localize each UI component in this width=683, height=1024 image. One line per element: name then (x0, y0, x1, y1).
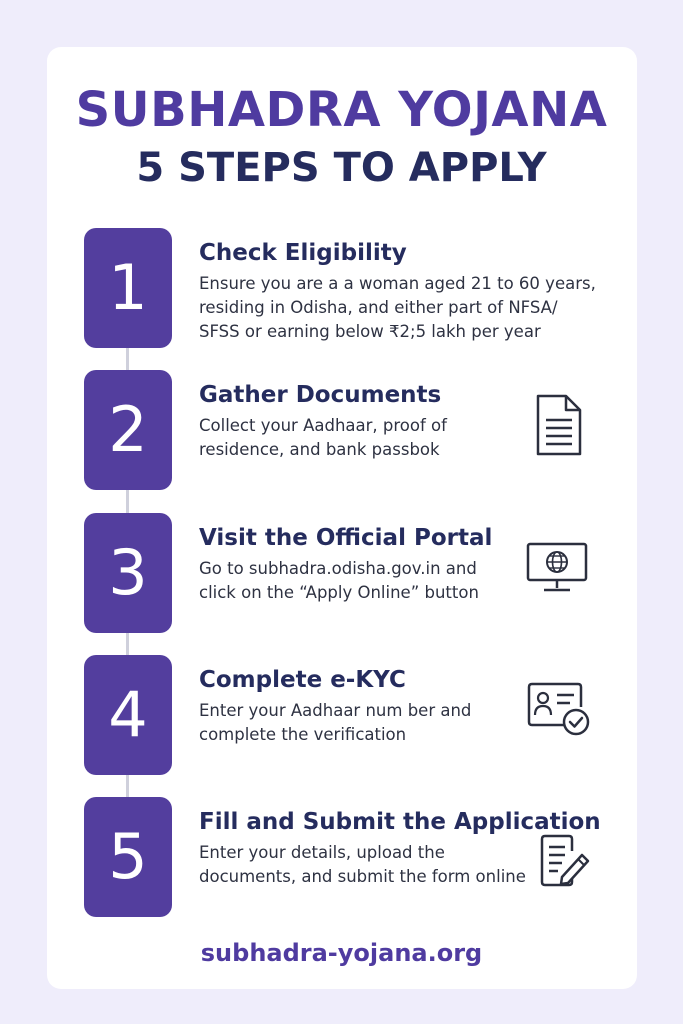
step-number-badge: 3 (84, 513, 172, 633)
step-title: Gather Documents (199, 382, 442, 408)
form-pen-icon (538, 833, 592, 891)
step-4 (0, 655, 683, 775)
step-description (199, 414, 447, 462)
description-line: Ensure you are a a woman aged 21 to 60 years, (199, 274, 596, 293)
description-line: Go to subhadra.odisha.gov.in and (199, 559, 477, 578)
description-line: Collect your Aadhaar, proof of (199, 416, 447, 435)
globe-monitor-icon (525, 541, 589, 595)
step-title: Check Eligibility (199, 240, 407, 266)
description-line: residence, and bank passbok (199, 440, 440, 459)
step-description (199, 557, 479, 605)
step-2 (0, 370, 683, 490)
description-line: Enter your details, upload the (199, 843, 445, 862)
step-description (199, 699, 471, 747)
description-line: complete the verification (199, 725, 407, 744)
step-number-badge: 5 (84, 797, 172, 917)
step-5 (0, 797, 683, 917)
page-title: SUBHADRA YOJANA (75, 82, 608, 138)
step-3 (0, 513, 683, 633)
description-line: SFSS or earning below ₹2;5 lakh per year (199, 322, 541, 341)
description-line: documents, and submit the form online (199, 867, 526, 886)
step-title: Fill and Submit the Application (199, 809, 601, 835)
step-number-badge: 4 (84, 655, 172, 775)
step-1 (0, 228, 683, 348)
description-line: Enter your Aadhaar num ber and (199, 701, 472, 720)
description-line: residing in Odisha, and either part of NFSA/ (199, 298, 558, 317)
id-card-check-icon (526, 681, 592, 739)
step-title: Visit the Official Portal (199, 525, 493, 551)
step-description (199, 841, 526, 889)
page-subtitle: 5 STEPS TO APPLY (136, 145, 547, 191)
website-url: subhadra-yojana.org (200, 939, 483, 967)
document-icon (534, 392, 584, 458)
description-line: click on the “Apply Online” button (199, 583, 479, 602)
step-number-badge: 1 (84, 228, 172, 348)
step-description (199, 272, 596, 344)
step-title: Complete e-KYC (199, 667, 406, 693)
step-number-badge: 2 (84, 370, 172, 490)
